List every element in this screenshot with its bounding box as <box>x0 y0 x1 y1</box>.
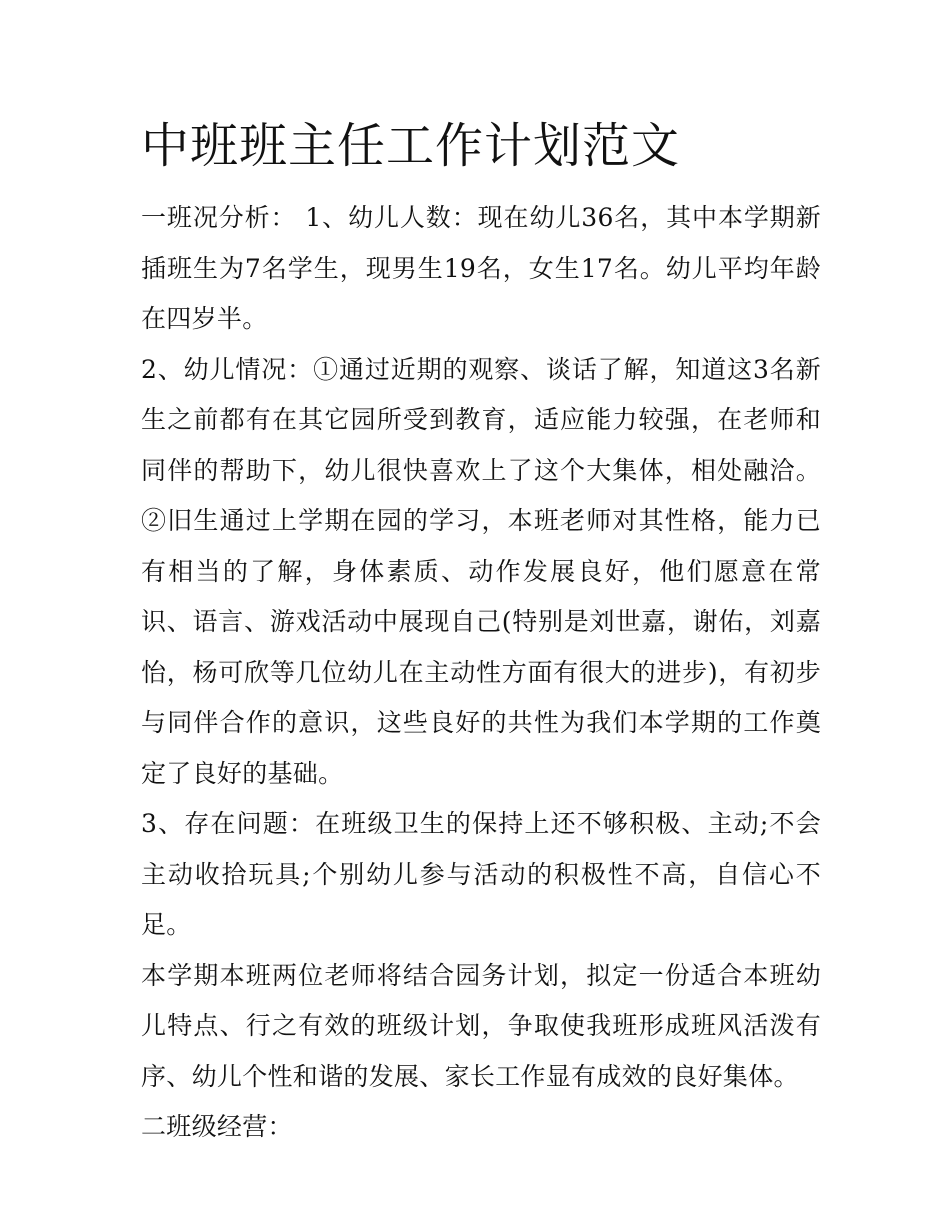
document-title: 中班班主任工作计划范文 <box>141 118 681 174</box>
paragraph-semester-plan: 本学期本班两位老师将结合园务计划，拟定一份适合本班幼儿特点、行之有效的班级计划，争取使我班形成班风活泼有序、幼儿个性和谐的发展、家长工作显有成效的良好集体。 <box>141 960 821 1091</box>
paragraph-existing-problems: 3、存在问题：在班级卫生的保持上还不够积极、主动;不会主动收拾玩具;个别幼儿参与活动的积极性不高，自信心不足。 <box>141 809 821 939</box>
paragraph-children-situation: 2、幼儿情况：①通过近期的观察、谈话了解，知道这3名新生之前都有在其它园所受到教育，适应能力较强，在老师和同伴的帮助下，幼儿很快喜欢上了这个大集体，相处融洽。②旧生通过上学期在园的学习，本班老师对其性格，能力已有相当的了解，身体素质、动作发展良好，他们愿意在常识、语言、游戏活动中展现自己(特别是刘世嘉，谢佑，刘嘉怡，杨可欣等几位幼儿在主动性方面有很大的进步)，有初步与同伴合作的意识，这些良好的共性为我们本学期的工作奠定了良好的基础。 <box>141 354 821 788</box>
section-heading-class-management: 二班级经营： <box>141 1112 293 1141</box>
document-body <box>141 112 821 1153</box>
paragraph-class-analysis: 一班况分析： 1、幼儿人数：现在幼儿36名，其中本学期新插班生为7名学生，现男生19名，女生17名。幼儿平均年龄在四岁半。 <box>141 203 821 333</box>
